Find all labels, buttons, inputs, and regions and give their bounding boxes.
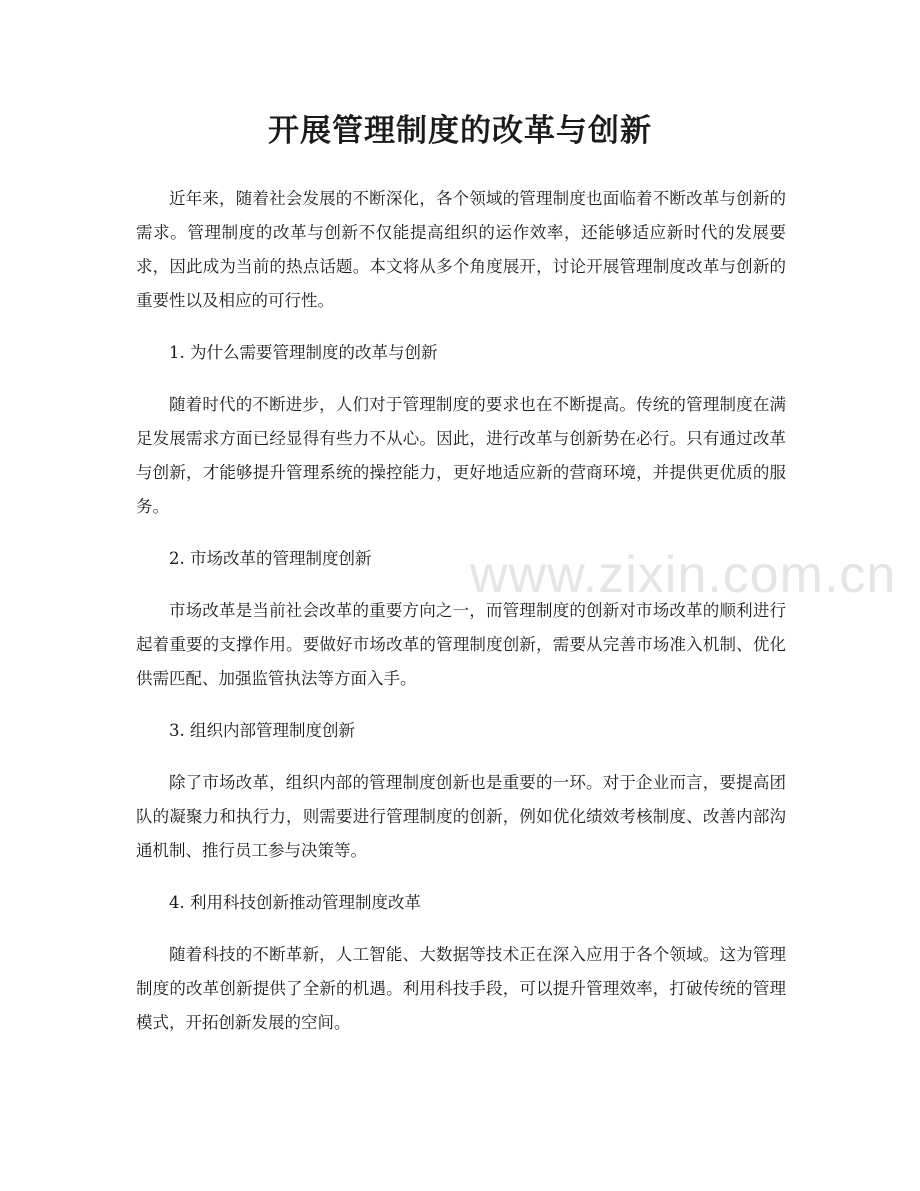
- section-paragraph-2: 市场改革是当前社会改革的重要方向之一，而管理制度的创新对市场改革的顺利进行起着重要的支撑作用。要做好市场改革的管理制度创新，需要从完善市场准入机制、优化供需匹配、加强监管执法等方面入手。: [136, 601, 786, 688]
- section-paragraph-4: 随着科技的不断革新，人工智能、大数据等技术正在深入应用于各个领域。这为管理制度的改革创新提供了全新的机遇。利用科技手段，可以提升管理效率，打破传统的管理模式，开拓创新发展的空间。: [136, 945, 786, 1032]
- section-paragraph-1: 随着时代的不断进步，人们对于管理制度的要求也在不断提高。传统的管理制度在满足发展需求方面已经显得有些力不从心。因此，进行改革与创新势在必行。只有通过改革与创新，才能够提升管理系统的操控能力，更好地适应新的营商环境，并提供更优质的服务。: [136, 395, 786, 516]
- section-heading-1: 1. 为什么需要管理制度的改革与创新: [169, 343, 438, 362]
- watermark: www.zixin.com.cn: [470, 546, 897, 604]
- section-paragraph-3: 除了市场改革，组织内部的管理制度创新也是重要的一环。对于企业而言，要提高团队的凝聚力和执行力，则需要进行管理制度的创新，例如优化绩效考核制度、改善内部沟通机制、推行员工参与决策等。: [136, 773, 786, 860]
- section-heading-4: 4. 利用科技创新推动管理制度改革: [169, 893, 421, 912]
- section-heading-2: 2. 市场改革的管理制度创新: [169, 549, 372, 568]
- document-body: [136, 182, 786, 1058]
- intro-paragraph: 近年来，随着社会发展的不断深化，各个领域的管理制度也面临着不断改革与创新的需求。管理制度的改革与创新不仅能提高组织的运作效率，还能够适应新时代的发展要求，因此成为当前的热点话题。本文将从多个角度展开，讨论开展管理制度改革与创新的重要性以及相应的可行性。: [136, 189, 786, 310]
- page-title: 开展管理制度的改革与创新: [268, 113, 652, 149]
- section-heading-3: 3. 组织内部管理制度创新: [169, 721, 355, 740]
